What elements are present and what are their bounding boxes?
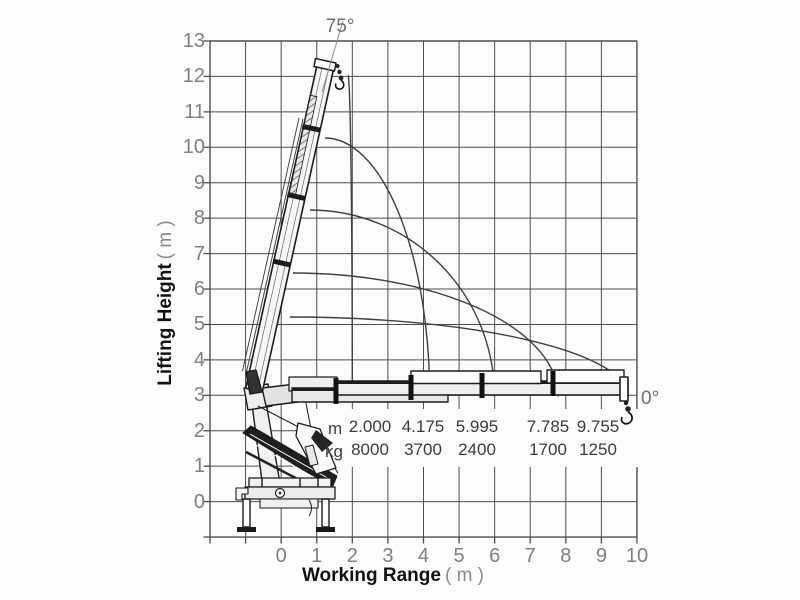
x-tick-label: 6 [489, 545, 501, 567]
y-tick-label: 6 [193, 278, 205, 300]
y-tick-label: 3 [193, 384, 205, 407]
y-tick-label: 1 [193, 455, 205, 478]
x-tick-label: 4 [417, 545, 430, 567]
boom-tip-hook-icon [336, 64, 344, 80]
x-tick-label: 0 [275, 545, 287, 567]
boom-up-angle-label: 75° [325, 16, 355, 37]
table-row-label-reach: m [328, 419, 343, 438]
x-axis-title-text: Working Range [301, 565, 441, 586]
y-tick-label: 5 [193, 313, 205, 336]
y-tick-label: 13 [182, 30, 205, 52]
x-tick-label: 7 [524, 545, 536, 567]
reach-arc [325, 138, 430, 397]
capacity-value: 8000 [351, 440, 389, 459]
x-tick-label: 5 [453, 545, 465, 567]
capacity-value: 2400 [458, 440, 496, 459]
x-axis-unit: ( m ) [444, 565, 485, 586]
reach-arc [348, 75, 352, 397]
boom-flat-angle-label: 0° [641, 388, 660, 409]
y-tick-label: 4 [193, 348, 205, 371]
reach-value: 9.755 [576, 417, 620, 436]
x-tick-label: 10 [625, 545, 649, 567]
capacity-value: 1700 [529, 440, 567, 459]
outrigger-right [322, 499, 329, 527]
x-tick-label: 2 [346, 545, 358, 567]
y-tick-label: 0 [193, 490, 205, 513]
y-tick-label: 9 [193, 171, 205, 194]
x-tick-label: 9 [595, 545, 607, 567]
reach-value: 5.995 [455, 417, 499, 436]
y-tick-label: 2 [193, 419, 205, 442]
x-tick-label: 8 [560, 545, 572, 567]
y-axis-title [155, 200, 177, 406]
x-tick-label: 3 [382, 545, 394, 567]
y-tick-label: 8 [193, 207, 205, 230]
x-axis-title [248, 565, 538, 587]
y-axis-unit: ( m ) [155, 220, 176, 260]
capacity-value: 3700 [404, 440, 442, 459]
y-axis-title-text: Lifting Height [155, 263, 176, 386]
x-tick-label: 1 [311, 545, 323, 567]
y-tick-label: 7 [193, 242, 205, 265]
table-row-label-capacity: kg [325, 442, 343, 461]
y-tick-label: 12 [182, 65, 205, 88]
y-tick-label: 11 [184, 100, 205, 123]
capacity-value: 1250 [579, 440, 617, 459]
outrigger-left [243, 499, 250, 527]
reach-value: 4.175 [401, 417, 445, 436]
reach-value: 7.785 [526, 417, 570, 436]
y-tick-label: 10 [182, 136, 205, 159]
reach-value: 2.000 [348, 417, 392, 436]
